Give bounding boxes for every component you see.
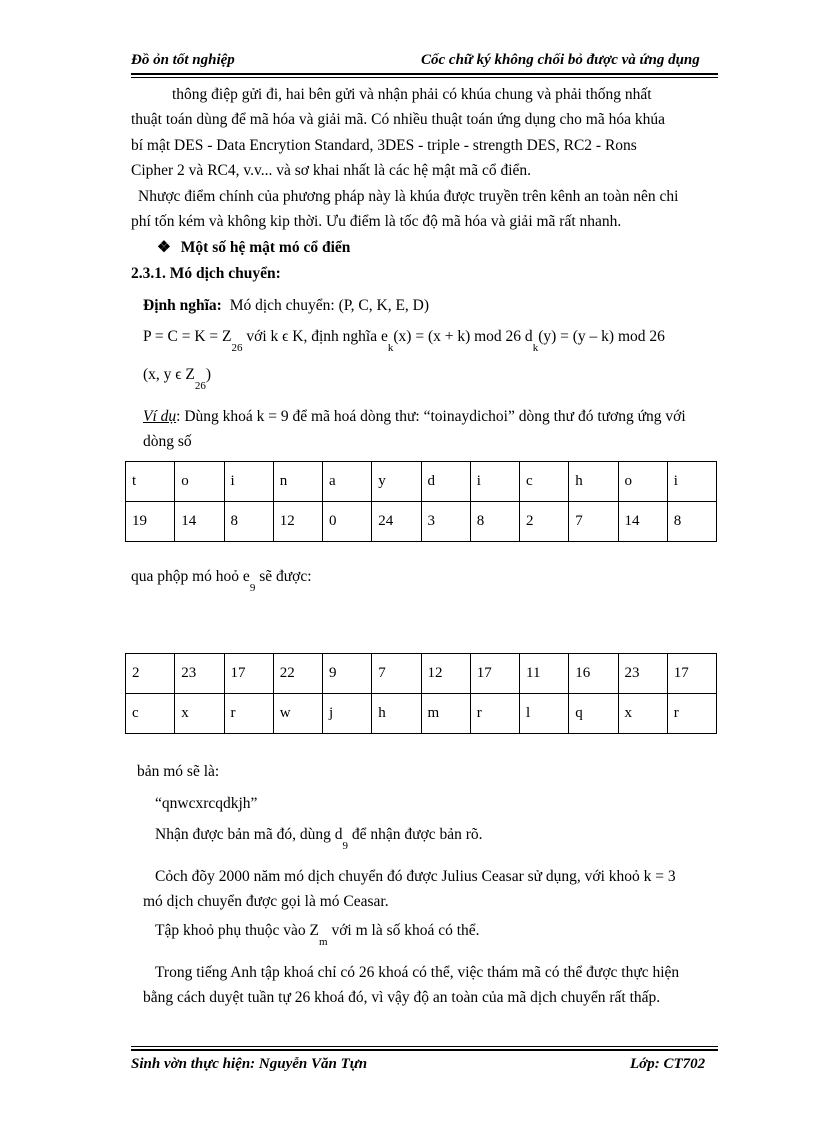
table-cell: a [323, 462, 372, 502]
table-cell: 3 [421, 502, 470, 542]
table-cell: h [569, 462, 618, 502]
formula-sub-26: 26 [231, 342, 243, 354]
encryption-part-a: qua phộp mó hoỏ e [131, 568, 250, 585]
table-cell: w [273, 694, 322, 734]
encryption-part-b: sẽ được: [255, 568, 312, 585]
history-line1: Cỏch đõy 2000 năm mó dịch chuyển đó được Julius Ceasar sử dụng, với khoỏ k = 3 [155, 868, 676, 885]
table-cell: l [520, 694, 569, 734]
table-cell: 14 [618, 502, 667, 542]
table-cell: c [126, 694, 175, 734]
table-cell: 22 [273, 654, 322, 694]
table-cell: 24 [372, 502, 421, 542]
keyset-line [155, 922, 480, 948]
table-cell: r [470, 694, 519, 734]
table-cell: q [569, 694, 618, 734]
example-label: Ví dụ [143, 408, 177, 425]
table-cell: 12 [421, 654, 470, 694]
definition-text: Mó dịch chuyển: (P, C, K, E, D) [229, 297, 430, 314]
table-cell: r [224, 694, 273, 734]
formula-sub-k2: k [532, 342, 539, 354]
footer-left: Sinh vờn thực hiện: Nguyễn Văn Tựn [131, 1056, 368, 1072]
table-cell: y [372, 462, 421, 502]
ciphertext-label: bản mó sẽ là: [137, 763, 220, 780]
table-cell: 19 [126, 502, 175, 542]
formula2-sub-26: 26 [194, 380, 206, 392]
table-cell: 23 [175, 654, 224, 694]
p1-line2: thuật toán dùng để mã hóa và giải mã. Có nhiều thuật toán ứng dụng cho mã hóa khúa [131, 111, 665, 128]
table-cell: 2 [520, 502, 569, 542]
table-cell: 23 [618, 654, 667, 694]
keyset-sub-m: m [319, 936, 328, 948]
table-cell: 8 [667, 502, 716, 542]
formula-line [143, 328, 665, 354]
ciphertext-table [125, 653, 717, 734]
table-cell: 7 [569, 502, 618, 542]
table-cell: t [126, 462, 175, 502]
formula-part-b: với k ϵ K, định nghĩa e [246, 328, 388, 345]
table-cell: o [175, 462, 224, 502]
plaintext-table [125, 461, 717, 542]
table-cell: j [323, 694, 372, 734]
table-cell: x [175, 694, 224, 734]
encryption-sub-9: 9 [249, 582, 256, 594]
table-cell: i [224, 462, 273, 502]
table-row [126, 654, 717, 694]
table-cell: 12 [273, 502, 322, 542]
table-cell: 17 [667, 654, 716, 694]
english-line2: bằng cách duyệt tuần tự 26 khoá đó, vì vậy độ an toàn của mã dịch chuyển rất thấp. [143, 989, 661, 1006]
p2-line2: phí tốn kém và không kip thời. Ưu điểm là tốc độ mã hóa và giải mã rất nhanh. [131, 213, 622, 230]
table-cell: r [667, 694, 716, 734]
table-cell: 17 [224, 654, 273, 694]
encryption-line [131, 568, 312, 594]
table-cell: 9 [323, 654, 372, 694]
table-cell: x [618, 694, 667, 734]
diamond-bullet-icon: ❖ [157, 239, 171, 256]
footer-rule-thin [131, 1046, 718, 1047]
english-line1: Trong tiếng Anh tập khoá chỉ có 26 khoá có thể, việc thám mã có thể được thực hiện [155, 964, 680, 981]
p1-line1: thông điệp gửi đi, hai bên gửi và nhận phải có khúa chung và phải thống nhất [172, 86, 652, 103]
footer-rule-thick [131, 1049, 718, 1051]
p2-line1: Nhược điểm chính của phương pháp này là khúa được truyền trên kênh an toàn nên chi [138, 188, 679, 205]
decrypt-sub-9: 9 [342, 840, 348, 852]
history-line2: mó dịch chuyển được gọi là mó Ceasar. [143, 893, 389, 910]
header-left: Đồ ỏn tốt nghiệp [131, 52, 235, 68]
header-right: Cốc chữ ký không chối bỏ được và ứng dụng [421, 52, 700, 68]
table-row [126, 502, 717, 542]
table-row [126, 694, 717, 734]
p1-line3: bí mật DES - Data Encrytion Standard, 3DES - triple - strength DES, RC2 - Rons [131, 137, 637, 154]
table-cell: i [470, 462, 519, 502]
example-text: : Dùng khoá k = 9 để mã hoá dòng thư: “toinaydichoi” dòng thư đó tương ứng với [176, 408, 686, 425]
table-cell: 16 [569, 654, 618, 694]
table-cell: 17 [470, 654, 519, 694]
formula-part-d: (y) = (y – k) mod 26 [538, 328, 665, 345]
table-cell: h [372, 694, 421, 734]
keyset-part-a: Tập khoỏ phụ thuộc vào Z [155, 922, 320, 939]
table-cell: 2 [126, 654, 175, 694]
formula-sub-k1: k [387, 342, 394, 354]
table-cell: 14 [175, 502, 224, 542]
header-rule-thick [131, 73, 718, 75]
formula-line-2 [143, 366, 212, 392]
bullet-heading [157, 238, 350, 257]
example-line-2: dòng số [143, 433, 192, 450]
table-cell: o [618, 462, 667, 502]
example-line [143, 408, 686, 426]
table-cell: n [273, 462, 322, 502]
table-cell: i [667, 462, 716, 502]
footer-right: Lớp: CT702 [630, 1056, 706, 1072]
formula-part-a: P = C = K = Z [143, 328, 232, 345]
bullet-text: Một số hệ mật mó cổ điển [180, 239, 351, 256]
table-cell: 8 [224, 502, 273, 542]
table-cell: 11 [520, 654, 569, 694]
formula2-part-b: ) [205, 366, 212, 383]
table-cell: 8 [470, 502, 519, 542]
table-cell: c [520, 462, 569, 502]
table-cell: d [421, 462, 470, 502]
decrypt-part-a: Nhận được bản mã đó, dùng d [155, 826, 343, 843]
table-cell: 7 [372, 654, 421, 694]
definition-label: Định nghĩa: [143, 297, 222, 314]
table-row [126, 462, 717, 502]
section-title: 2.3.1. Mó dịch chuyển: [131, 265, 281, 282]
ciphertext-value: “qnwcxrcqdkjh” [155, 795, 258, 812]
decrypt-part-b: để nhận được bản rõ. [348, 826, 483, 843]
formula-part-c: (x) = (x + k) mod 26 d [393, 328, 533, 345]
decrypt-line [155, 826, 483, 852]
formula2-part-a: (x, y ϵ Z [143, 366, 195, 383]
keyset-part-b: với m là số khoá có thể. [327, 922, 480, 939]
table-cell: m [421, 694, 470, 734]
p1-line4: Cipher 2 và RC4, v.v... và sơ khai nhất là các hệ mật mã cổ điển. [131, 162, 532, 179]
definition-line [143, 297, 429, 315]
table-cell: 0 [323, 502, 372, 542]
header-rule-thin [131, 77, 718, 78]
